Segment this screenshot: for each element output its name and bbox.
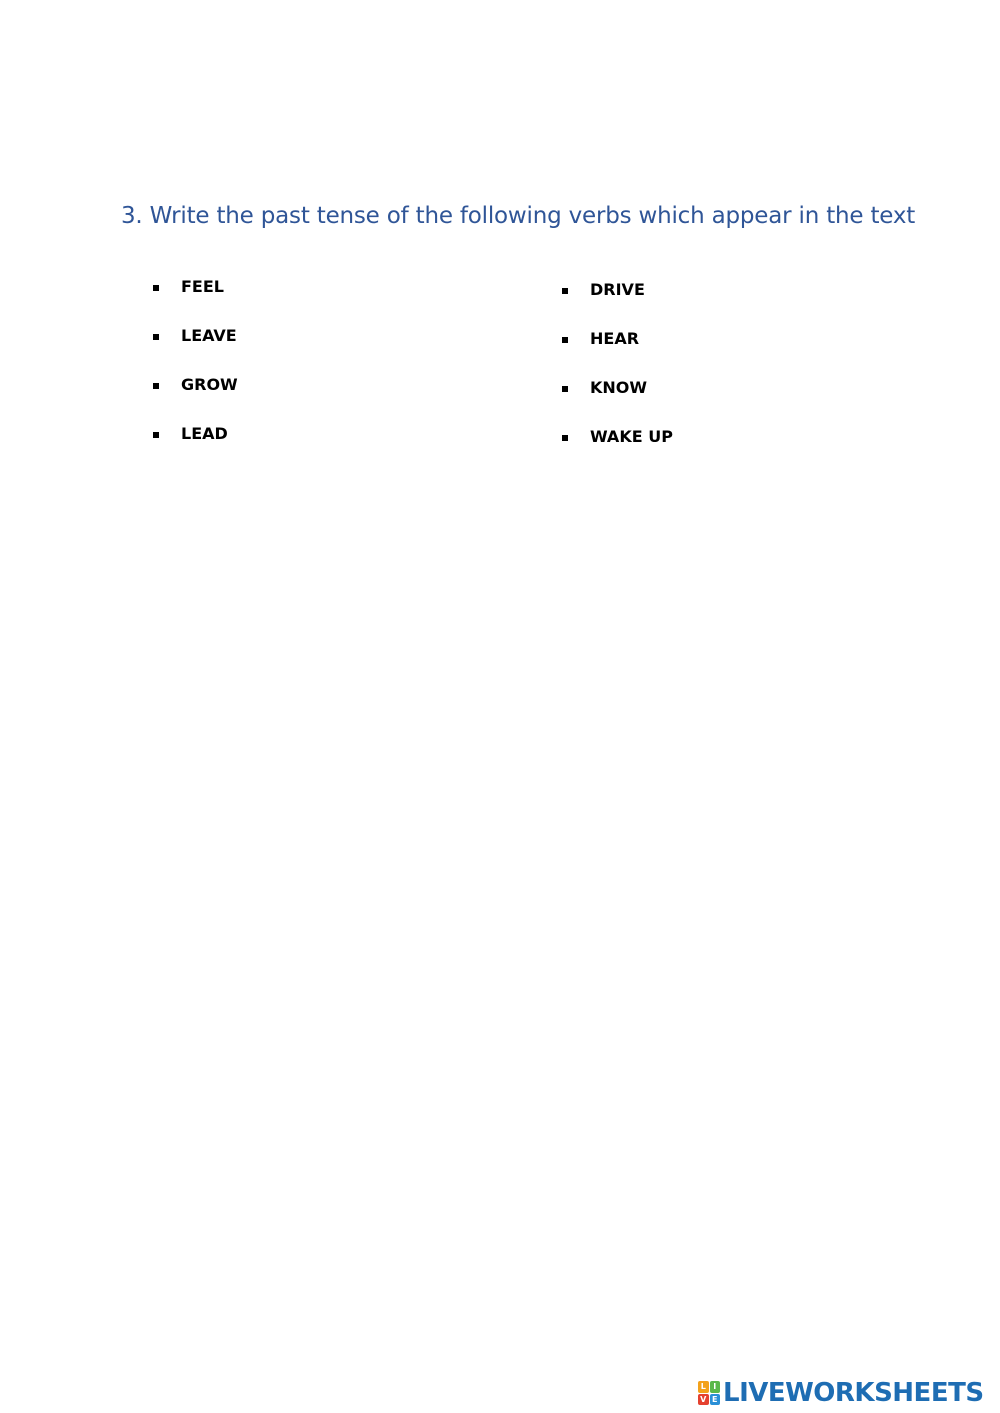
list-item bbox=[559, 279, 673, 328]
list-item bbox=[559, 377, 673, 426]
list-item bbox=[559, 426, 673, 475]
bullet-icon bbox=[562, 288, 568, 294]
bullet-icon bbox=[562, 337, 568, 343]
list-item bbox=[559, 328, 673, 377]
list-item bbox=[150, 325, 238, 374]
bullet-icon bbox=[562, 435, 568, 441]
verb-label: LEAVE bbox=[181, 326, 237, 345]
list-item bbox=[150, 423, 238, 472]
liveworksheets-logo-icon bbox=[698, 1381, 720, 1405]
bullet-icon bbox=[153, 334, 159, 340]
verb-label: KNOW bbox=[590, 378, 648, 397]
liveworksheets-brand bbox=[698, 1378, 984, 1408]
verb-label: FEEL bbox=[181, 277, 224, 296]
verb-label: HEAR bbox=[590, 329, 640, 348]
logo-tile: E bbox=[710, 1394, 721, 1406]
bullet-icon bbox=[153, 285, 159, 291]
logo-tile: I bbox=[710, 1381, 721, 1393]
verb-list-right bbox=[559, 279, 673, 475]
list-item bbox=[150, 276, 238, 325]
verb-label: GROW bbox=[181, 375, 238, 394]
verb-label: LEAD bbox=[181, 424, 228, 443]
logo-tile: L bbox=[698, 1381, 709, 1393]
brand-name: LIVEWORKSHEETS bbox=[723, 1378, 984, 1408]
bullet-icon bbox=[562, 386, 568, 392]
exercise-title: 3. Write the past tense of the following verbs which appear in the text bbox=[121, 203, 916, 229]
verb-label: DRIVE bbox=[590, 280, 645, 299]
list-item bbox=[150, 374, 238, 423]
verb-list-left bbox=[150, 276, 238, 472]
verb-label: WAKE UP bbox=[590, 427, 673, 446]
bullet-icon bbox=[153, 383, 159, 389]
logo-tile: V bbox=[698, 1394, 709, 1406]
bullet-icon bbox=[153, 432, 159, 438]
